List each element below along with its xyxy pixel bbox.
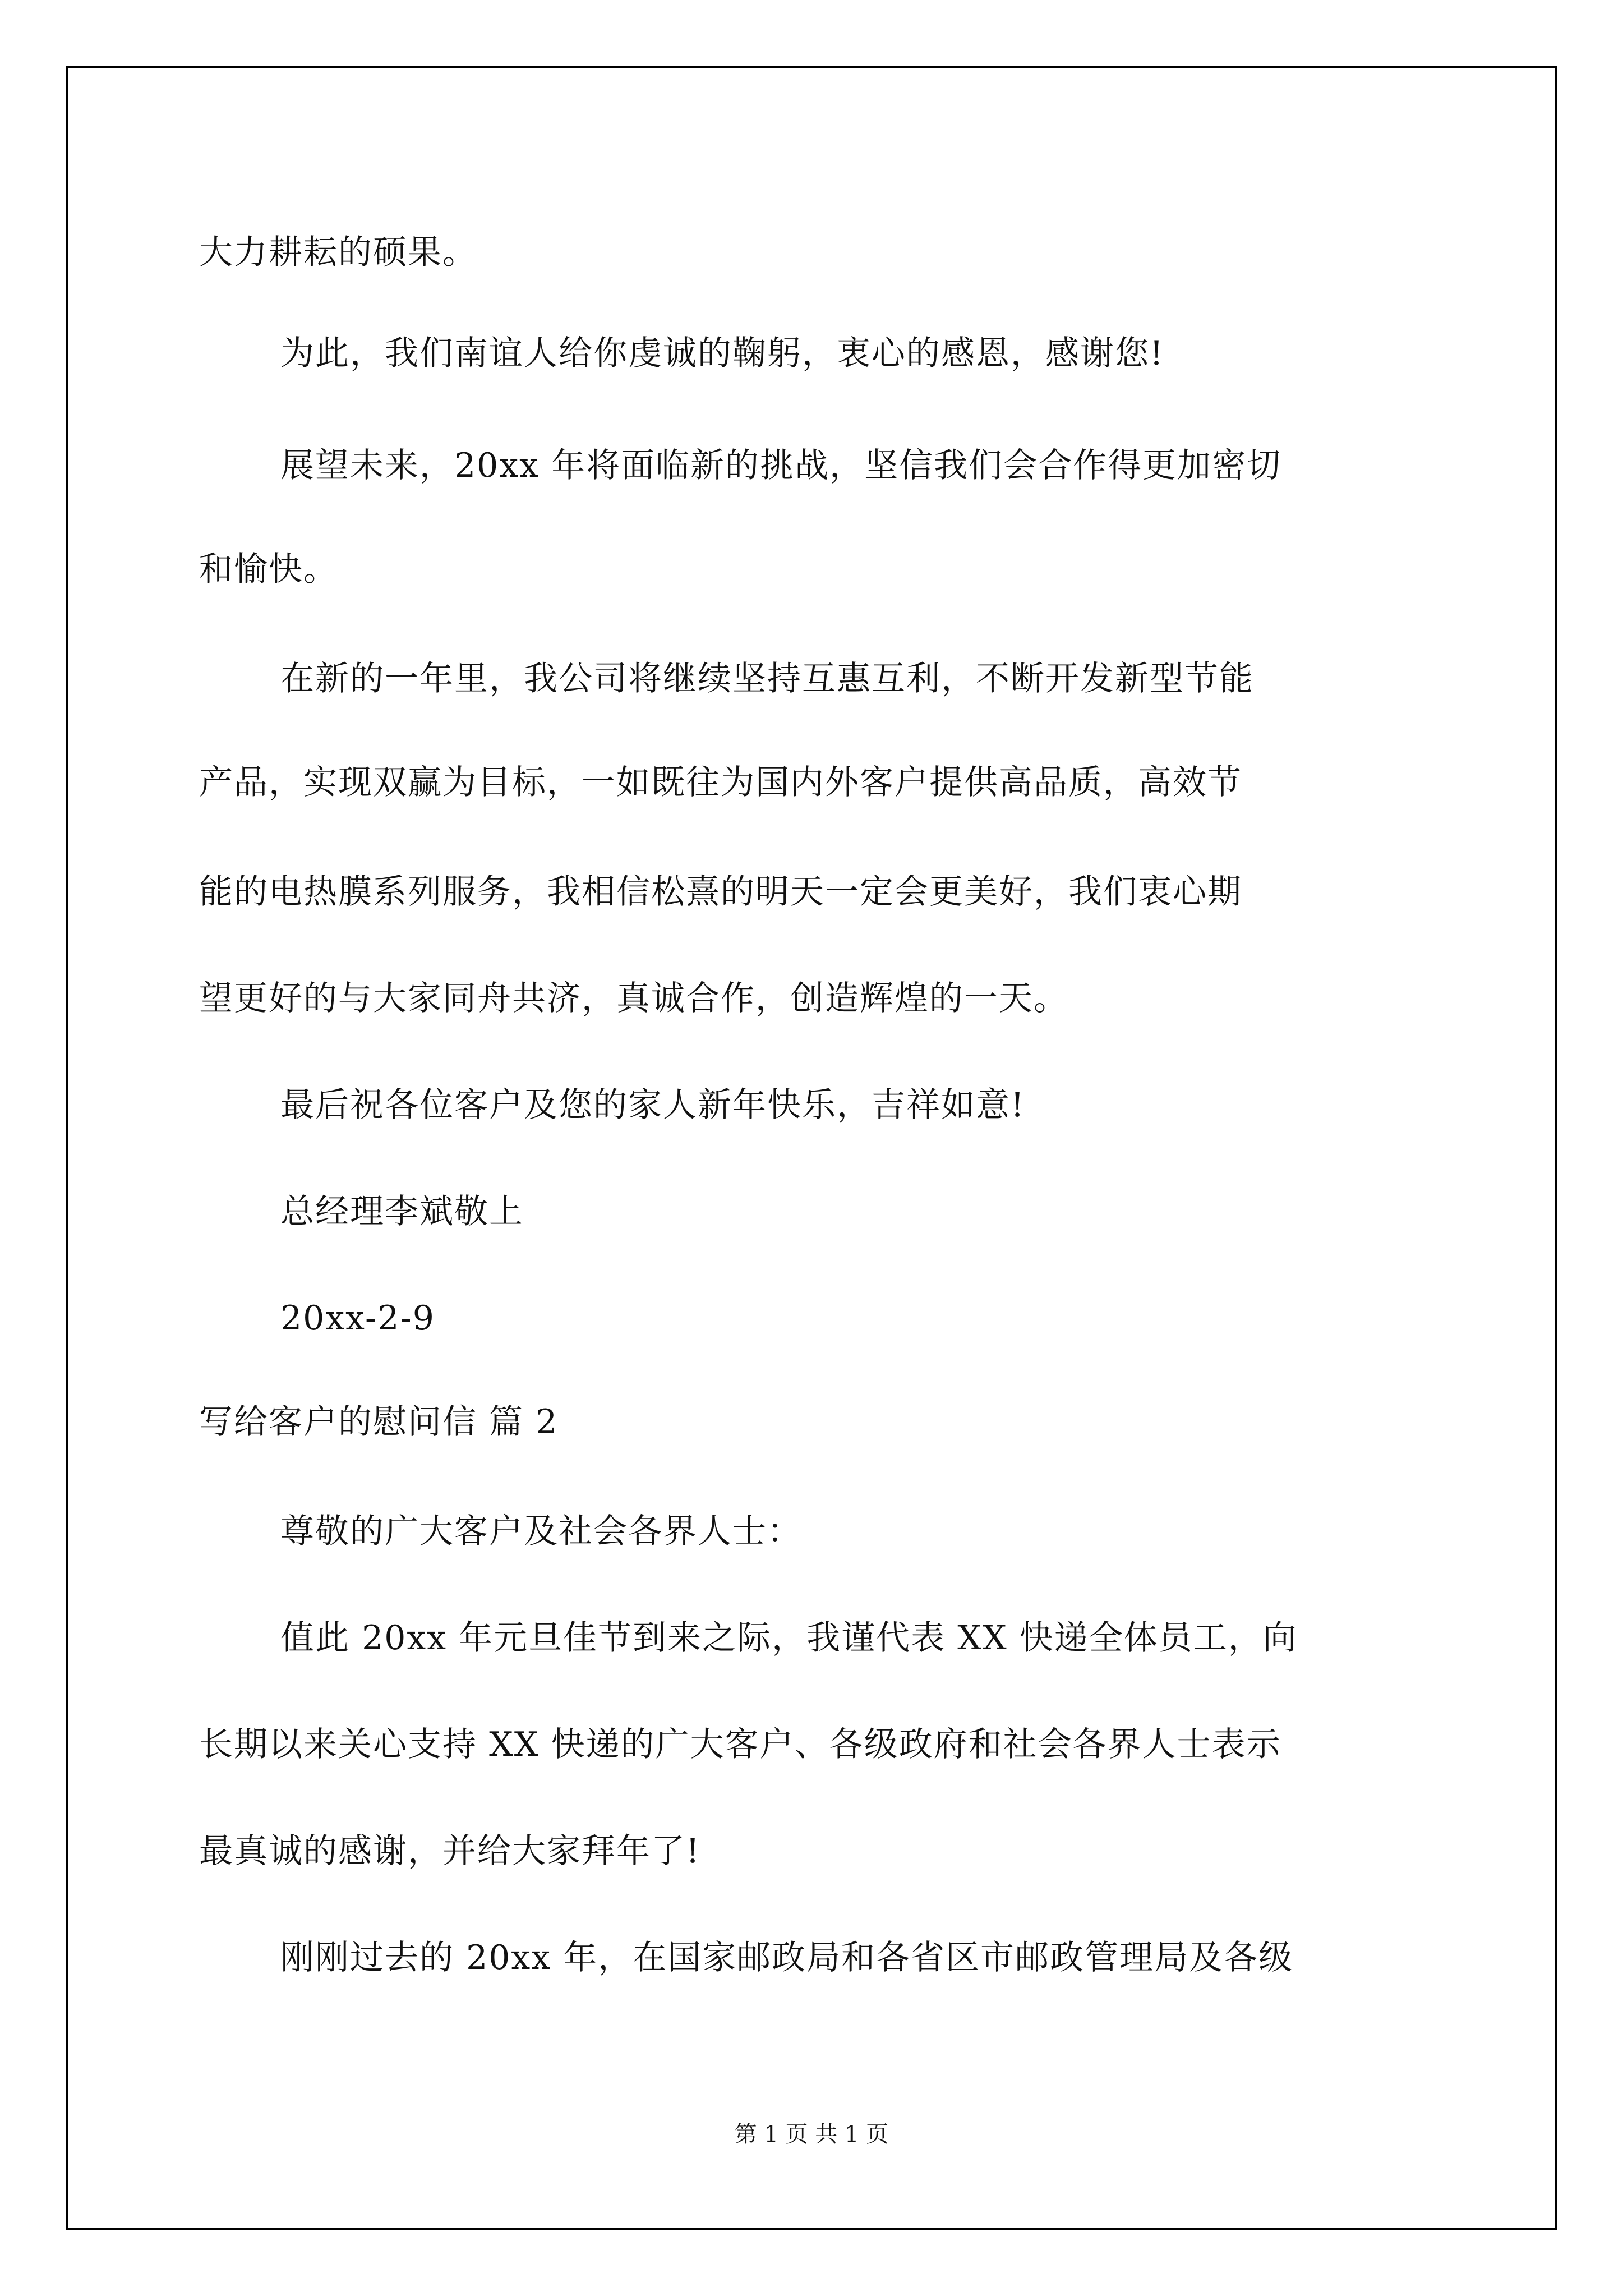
- paragraph-line: 最真诚的感谢，并给大家拜年了!: [199, 1832, 701, 1871]
- paragraph-line: 长期以来关心支持 XX 快递的广大客户、各级政府和社会各界人士表示: [199, 1725, 1281, 1764]
- page-footer: 第 1 页 共 1 页: [734, 2122, 889, 2147]
- page-border: [66, 66, 1557, 2230]
- date-line: 20xx-2-9: [280, 1299, 435, 1338]
- paragraph-line: 和愉快。: [199, 550, 338, 589]
- salutation-line: 尊敬的广大客户及社会各界人士：: [280, 1512, 802, 1551]
- section-heading: 写给客户的慰问信 篇 2: [199, 1402, 559, 1442]
- paragraph-line: 在新的一年里，我公司将继续坚持互惠互利，不断开发新型节能: [280, 659, 1254, 698]
- paragraph-line: 展望未来，20xx 年将面临新的挑战，坚信我们会合作得更加密切: [280, 446, 1282, 485]
- paragraph-line: 产品，实现双赢为目标，一如既往为国内外客户提供高品质，高效节: [199, 763, 1242, 802]
- signature-line: 总经理李斌敬上: [280, 1192, 524, 1231]
- paragraph-line: 最后祝各位客户及您的家人新年快乐，吉祥如意!: [280, 1085, 1026, 1125]
- paragraph-line: 望更好的与大家同舟共济，真诚合作，创造辉煌的一天。: [199, 979, 1068, 1018]
- paragraph-line: 值此 20xx 年元旦佳节到来之际，我谨代表 XX 快递全体员工，向: [280, 1618, 1298, 1658]
- paragraph-line: 大力耕耘的硕果。: [199, 233, 477, 272]
- paragraph-line: 能的电热膜系列服务，我相信松熹的明天一定会更美好，我们衷心期: [199, 872, 1242, 912]
- paragraph-line: 刚刚过去的 20xx 年，在国家邮政局和各省区市邮政管理局及各级: [280, 1938, 1294, 1977]
- paragraph-line: 为此，我们南谊人给你虔诚的鞠躬，衷心的感恩，感谢您!: [280, 334, 1165, 373]
